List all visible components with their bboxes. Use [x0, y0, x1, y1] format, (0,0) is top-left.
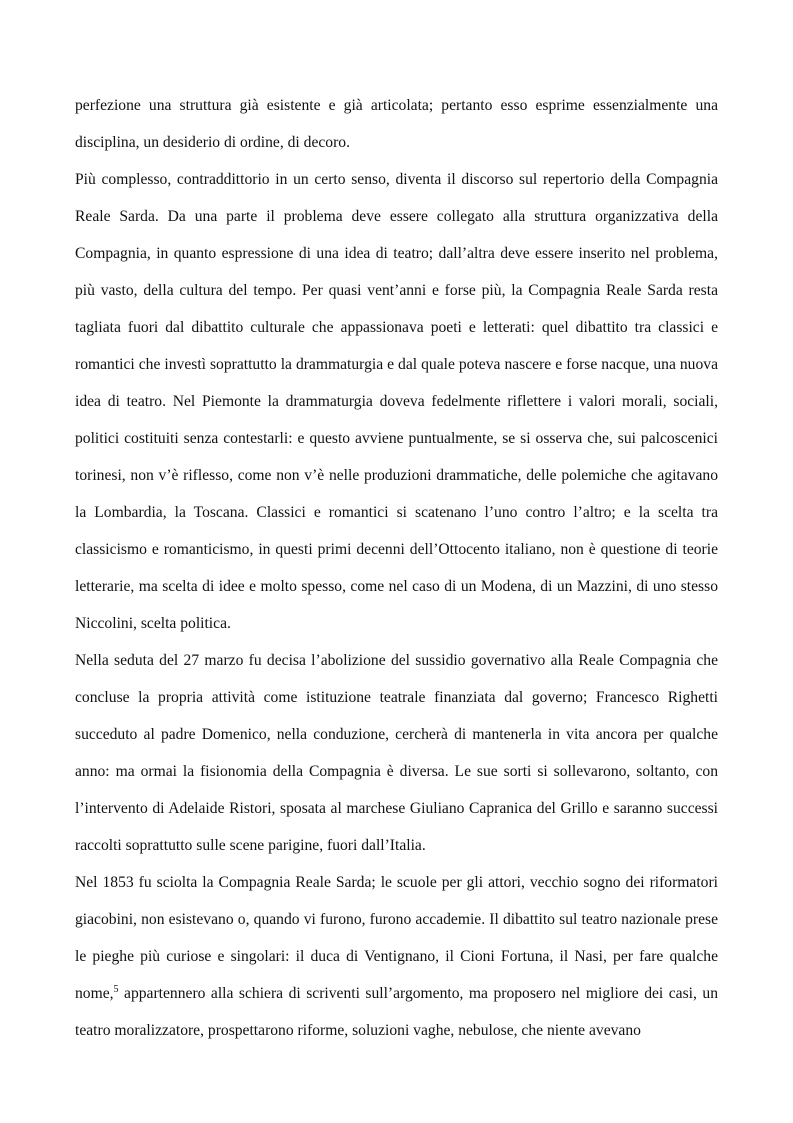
paragraph-scioglimento	[75, 864, 718, 1049]
paragraph-continuation: perfezione una struttura già esistente e già articolata; pertanto esso esprime essenzialmente una disciplina, un desiderio di ordine, di decoro.	[75, 97, 718, 151]
paragraph-repertorio: Più complesso, contraddittorio in un certo senso, diventa il discorso sul repertorio della Compagnia Reale Sarda. Da una parte il problema deve essere collegato alla struttura organizzativa della Compagnia, in quanto espressione di una idea di teatro; dall’altra deve essere inserito nel problema, più vasto, della cultura del tempo. Per quasi vent’anni e forse più, la Compagnia Reale Sarda resta tagliata fuori dal dibattito culturale che appassionava poeti e letterati: quel dibattito tra classici e romantici che investì soprattutto la drammaturgia e dal quale poteva nascere e forse nacque, una nuova idea di teatro. Nel Piemonte la drammaturgia doveva fedelmente riflettere i valori morali, sociali, politici costituiti senza contestarli: e questo avviene puntualmente, se si osserva che, sui palcoscenici torinesi, non v’è riflesso, come non v’è nelle produzioni drammatiche, delle polemiche che agitavano la Lombardia, la Toscana. Classici e romantici si scatenano l’uno contro l’altro; e la scelta tra classicismo e romanticismo, in questi primi decenni dell’Ottocento italiano, non è questione di teorie letterarie, ma scelta di idee e molto spesso, come nel caso di un Modena, di un Mazzini, di uno stesso Niccolini, scelta politica.	[75, 171, 718, 632]
paragraph-text-after-footnote: appartennero alla schiera di scriventi sull’argomento, ma proposero nel migliore dei casi, un teatro moralizzatore, prospettarono riforme, soluzioni vaghe, nebulose, che niente avevano	[75, 985, 718, 1039]
body-text	[75, 87, 718, 1049]
footnote-reference[interactable]: 5	[113, 983, 119, 995]
paragraph-text-before-footnote: Nel 1853 fu sciolta la Compagnia Reale Sarda; le scuole per gli attori, vecchio sogno dei riformatori giacobini, non esistevano o, quando vi furono, furono accademie. Il dibattito sul teatro nazionale prese le pieghe più curiose e singolari: il duca di Ventignano, il Cioni Fortuna, il Nasi, per fare qualche nome,	[75, 874, 718, 1002]
paragraph-seduta: Nella seduta del 27 marzo fu decisa l’abolizione del sussidio governativo alla Reale Compagnia che concluse la propria attività come istituzione teatrale finanziata dal governo; Francesco Righetti succeduto al padre Domenico, nella conduzione, cercherà di mantenerla in vita ancora per qualche anno: ma ormai la fisionomia della Compagnia è diversa. Le sue sorti si sollevarono, soltanto, con l’intervento di Adelaide Ristori, sposata al marchese Giuliano Capranica del Grillo e saranno successi raccolti soprattutto sulle scene parigine, fuori dall’Italia.	[75, 652, 718, 854]
